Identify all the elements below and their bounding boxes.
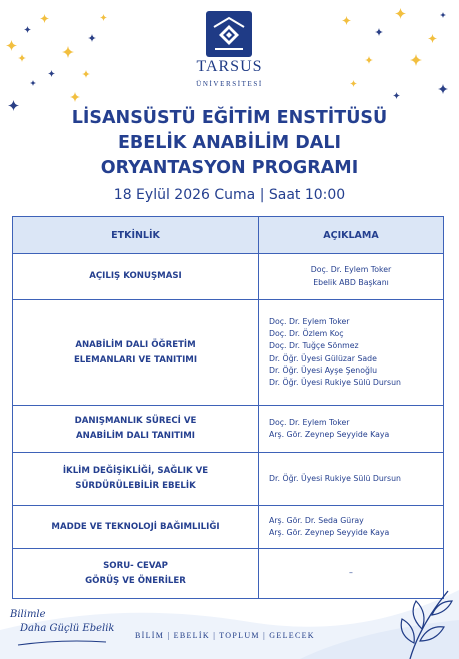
leaf-branch-icon [390, 585, 456, 659]
table-row [13, 406, 444, 453]
sparkle-icon [88, 34, 96, 42]
activity-cell [13, 300, 259, 406]
activity-text: DANIŞMANLIK SÜRECİ VE [74, 416, 197, 426]
description-text: – [349, 568, 353, 578]
sparkle-icon [100, 14, 107, 21]
description-cell [259, 254, 444, 300]
activity-cell [13, 506, 259, 549]
description-text: Dr. Öğr. Üyesi Gülüzar Sade [269, 353, 377, 363]
description-text: Dr. Öğr. Üyesi Rukiye Sülü Dursun [269, 378, 401, 388]
sparkle-icon [62, 46, 74, 58]
activity-text: SÜRDÜRÜLEBİLİR EBELİK [75, 481, 196, 491]
activity-text: ANABİLİM DALI ÖĞRETİM [75, 339, 196, 350]
column-header-description: AÇIKLAMA [259, 217, 444, 254]
university-name: TARSUS [196, 58, 263, 75]
sparkle-icon [393, 92, 400, 99]
description-cell [259, 453, 444, 506]
description-text: Doç. Dr. Eylem Toker [269, 417, 350, 427]
footer-motto: BİLİM | EBELİK | TOPLUM | GELECEK [135, 631, 315, 640]
sparkle-icon [440, 12, 446, 18]
description-cell [259, 300, 444, 406]
activity-cell [13, 406, 259, 453]
page-title-line-3: ORYANTASYON PROGRAMI [100, 158, 359, 178]
sparkle-icon [428, 34, 437, 43]
sparkle-icon [24, 26, 31, 33]
description-text: Dr. Öğr. Üyesi Rukiye Sülü Dursun [269, 473, 401, 483]
activity-cell [13, 453, 259, 506]
slogan-swash-icon [16, 639, 108, 647]
sparkle-icon [40, 14, 49, 23]
activity-text: AÇILIŞ KONUŞMASI [89, 271, 182, 281]
event-date-time: 18 Eylül 2026 Cuma | Saat 10:00 [113, 187, 346, 203]
activity-text: MADDE VE TEKNOLOJİ BAĞIMLILIĞI [51, 521, 220, 532]
sparkle-icon [6, 40, 17, 51]
description-text: Doç. Dr. Eylem Toker [269, 316, 350, 326]
activity-text: İKLİM DEĞİŞİKLİĞİ, SAĞLIK VE [62, 466, 209, 476]
table-row [13, 506, 444, 549]
sparkle-icon [70, 92, 80, 102]
page-title-line-2: EBELİK ANABİLİM DALI [117, 133, 342, 153]
description-text: Arş. Gör. Zeynep Seyyide Kaya [269, 528, 390, 537]
activity-text: GÖRÜŞ VE ÖNERİLER [85, 575, 186, 586]
program-table [12, 216, 444, 599]
sparkle-icon [342, 16, 351, 25]
university-name-subtitle: ÜNİVERSİTESİ [196, 80, 263, 88]
description-cell [259, 406, 444, 453]
description-text: Doç. Dr. Eylem Toker [310, 265, 392, 275]
activity-text: ANABİLİM DALI TANITIMI [76, 431, 195, 441]
table-row [13, 300, 444, 406]
description-text: Ebelik ABD Başkanı [313, 277, 389, 287]
description-text: Arş. Gör. Dr. Seda Güray [269, 515, 364, 525]
description-text: Dr. Öğr. Üyesi Ayşe Şenoğlu [269, 365, 378, 375]
table-row [13, 453, 444, 506]
column-header-activity: ETKİNLİK [13, 217, 259, 254]
sparkle-icon [395, 8, 406, 19]
university-logo-icon [206, 11, 252, 57]
activity-cell [13, 549, 259, 599]
sparkle-icon [375, 28, 383, 36]
slogan-line-1: Bilimle [10, 609, 46, 620]
table-header-row [13, 217, 444, 254]
page-title-line-1: LİSANSÜSTÜ EĞİTİM ENSTİTÜSÜ [71, 108, 388, 128]
activity-cell [13, 254, 259, 300]
description-cell [259, 506, 444, 549]
slogan-line-2: Daha Güçlü Ebelik [20, 623, 115, 634]
table-row [13, 254, 444, 300]
table-row [13, 549, 444, 599]
description-text: Arş. Gör. Zeynep Seyyide Kaya [269, 430, 390, 439]
activity-text: ELEMANLARI VE TANITIMI [73, 354, 198, 365]
description-text: Doç. Dr. Tuğçe Sönmez [269, 341, 359, 351]
activity-text: SORU- CEVAP [103, 560, 168, 571]
description-text: Doç. Dr. Özlem Koç [269, 328, 344, 338]
